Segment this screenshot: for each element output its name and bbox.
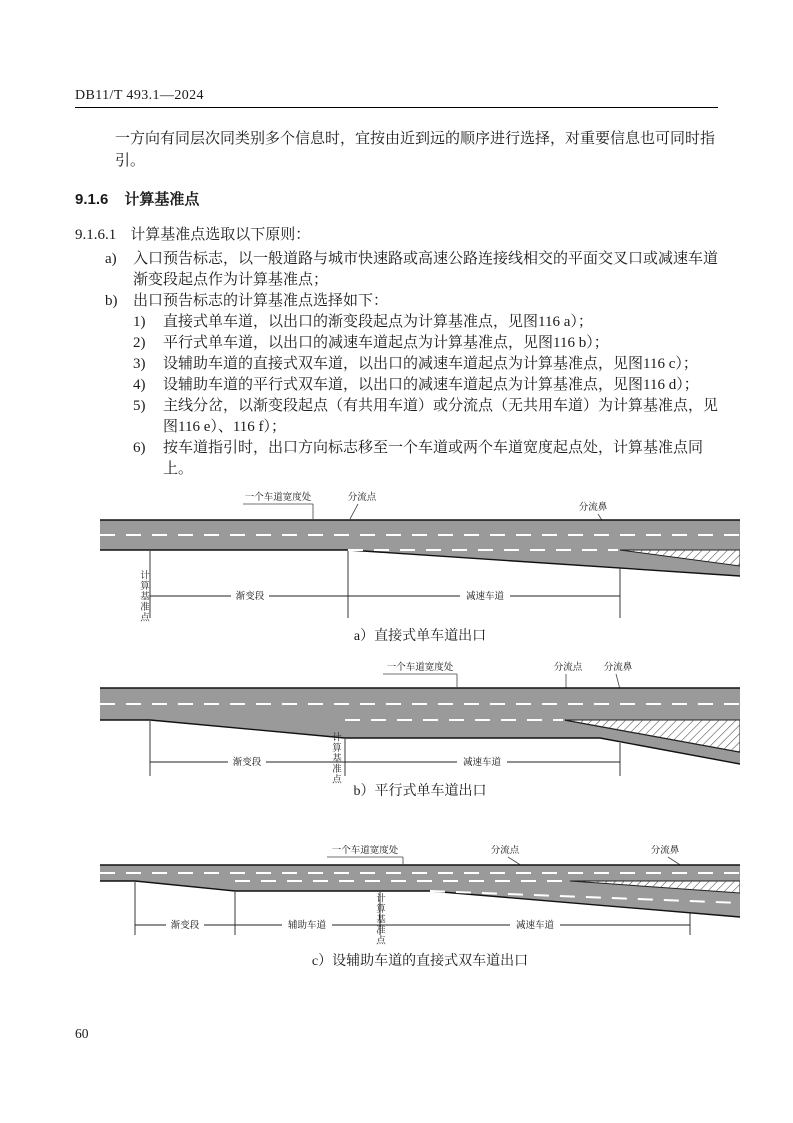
label-diverge-nose: 分流鼻 [650, 845, 680, 856]
list-marker: 3) [133, 356, 146, 372]
section-number: 9.1.6 [75, 191, 109, 208]
figure-c-caption: c）设辅助车道的直接式双车道出口 [311, 954, 529, 969]
list-marker: 2) [133, 335, 146, 351]
dim-label-taper: 渐变段 [235, 591, 265, 602]
list-text: 出口预告标志的计算基准点选择如下： [133, 293, 389, 309]
subsection-number: 9.1.6.1 [75, 227, 117, 243]
figure-b-caption: b）平行式单车道出口 [353, 784, 487, 799]
list-marker: a) [105, 251, 117, 267]
list-text: 设辅助车道的平行式双车道，以出口的减速车道起点为计算基准点，见图116 d）； [163, 377, 699, 393]
subsection-text: 计算基准点选取以下原则： [130, 227, 311, 243]
label-one-lane-width: 一个车道宽度处 [244, 492, 312, 503]
doc-code-header: DB11/T 493.1—2024 [75, 88, 718, 108]
vlabel-reference-point: 计算基准点 [374, 893, 385, 946]
list-item-4 [75, 375, 718, 396]
intro-paragraph: 一方向有同层次同类别多个信息时，宜按由近到远的顺序进行选择，对重要信息也可同时指引。 [115, 131, 716, 169]
list-item-5 [75, 396, 718, 438]
list-item-3 [75, 354, 718, 375]
dim-label-decel-lane: 减速车道 [462, 757, 502, 768]
section-heading-916 [75, 188, 718, 209]
vlabel-reference-point: 计算基准点 [138, 570, 149, 623]
dim-label-decel-lane: 减速车道 [465, 591, 505, 602]
list-text: 平行式单车道，以出口的减速车道起点为计算基准点，见图116 b）； [163, 335, 609, 351]
figure-b-diagram [100, 660, 740, 780]
label-diverge-nose: 分流鼻 [578, 502, 608, 513]
figure-a-road [100, 520, 740, 576]
figure-c-diagram [100, 845, 740, 950]
subsection-9161 [75, 223, 718, 244]
figure-c [100, 845, 740, 971]
list-text: 主线分岔，以渐变段起点（有共用车道）或分流点（无共用车道）为计算基准点，见图116 e）、116 f）； [163, 398, 719, 435]
label-diverge-nose: 分流鼻 [603, 662, 633, 673]
page-number: 60 [75, 1026, 89, 1041]
dim-label-decel-lane: 减速车道 [515, 920, 555, 931]
label-diverge-point: 分流点 [490, 845, 520, 856]
list-marker: 1) [133, 314, 146, 330]
list-item-1 [75, 312, 718, 333]
figure-b-road [100, 688, 740, 764]
label-one-lane-width: 一个车道宽度处 [386, 662, 454, 673]
figure-c-road [100, 865, 740, 917]
vlabel-reference-point: 计算基准点 [330, 732, 341, 785]
list-item-b [75, 291, 718, 312]
label-one-lane-width: 一个车道宽度处 [331, 845, 399, 856]
list-marker: 5) [133, 398, 146, 414]
list-text: 设辅助车道的直接式双车道，以出口的减速车道起点为计算基准点，见图116 c）； [163, 356, 698, 372]
figure-a-diagram [100, 490, 740, 625]
dim-label-taper: 渐变段 [232, 757, 262, 768]
list-text: 入口预告标志，以一般道路与城市快速路或高速公路连接线相交的平面交叉口或减速车道渐变段起点作为计算基准点； [133, 251, 719, 288]
dim-label-aux-lane: 辅助车道 [287, 920, 327, 931]
list-text: 直接式单车道，以出口的渐变段起点为计算基准点，见图116 a）； [163, 314, 593, 330]
label-diverge-point: 分流点 [553, 662, 583, 673]
list-item-a [75, 249, 718, 291]
pavement [100, 520, 740, 576]
figure-a [100, 490, 740, 646]
list-text: 按车道指引时，出口方向标志移至一个车道或两个车道宽度起点处，计算基准点同上。 [163, 440, 704, 477]
list-marker: 4) [133, 377, 146, 393]
label-diverge-point: 分流点 [347, 492, 377, 503]
section-title: 计算基准点 [124, 191, 200, 208]
list-marker: 6) [133, 440, 146, 456]
figure-a-caption: a）直接式单车道出口 [353, 629, 487, 644]
list-item-2 [75, 333, 718, 354]
list-marker: b) [105, 293, 118, 309]
list-item-6 [75, 438, 718, 480]
figure-b [100, 660, 740, 801]
dim-label-taper: 渐变段 [170, 920, 200, 931]
